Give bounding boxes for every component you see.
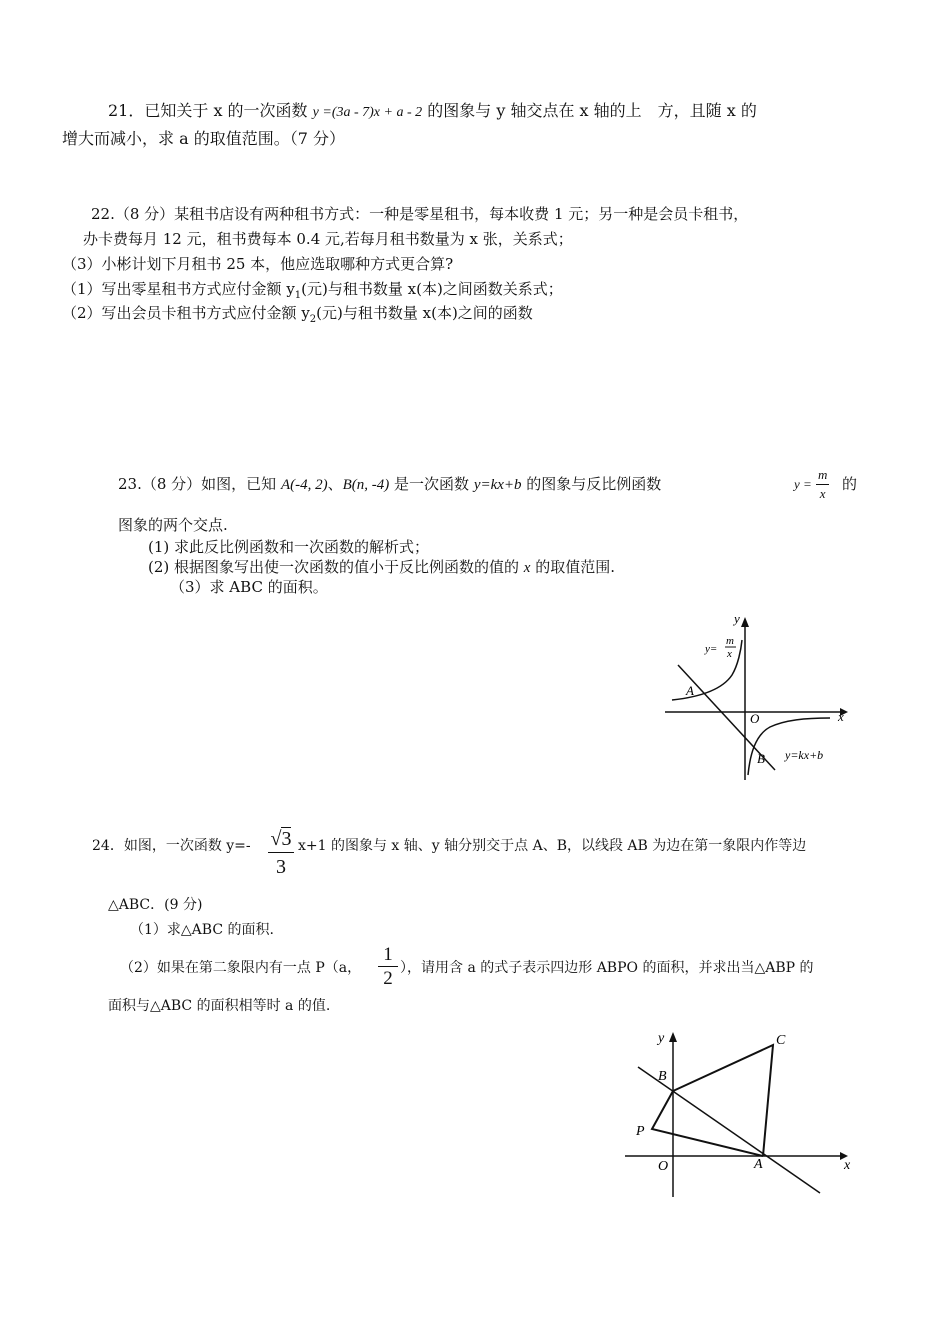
q23-mid: 是一次函数: [389, 475, 474, 493]
q23-item2-var: x: [523, 560, 531, 576]
q23-figure: [660, 605, 860, 785]
q24-x-label: x: [844, 1158, 851, 1173]
q23-sep: 、: [327, 475, 343, 493]
q23-y-arrow: [741, 617, 749, 627]
q24-sqrt-frac: [268, 826, 294, 881]
q24-o-label: O: [658, 1159, 669, 1174]
q23-item1: (1) 求此反比例函数和一次函数的解析式；: [148, 538, 430, 556]
q24-item1: （1）求△ABC 的面积.: [130, 922, 274, 938]
q23-a-label: A: [686, 683, 694, 698]
q24-item2-pre: （2）如果在第二象限内有一点 P（a，: [120, 960, 362, 976]
q23-linear: y=kx+b: [473, 477, 522, 493]
q23-line1: [118, 474, 661, 495]
q24-sqrt-sign: √: [270, 828, 282, 850]
q24-line-ab: [638, 1067, 820, 1193]
q24-c-label: C: [776, 1033, 786, 1048]
q23-frac: [816, 466, 829, 503]
q24-p-label: P: [636, 1124, 645, 1139]
q24-triangle-abc: [673, 1045, 773, 1156]
q23-item2-pre: (2) 根据图象写出使一次函数的值小于反比例函数的值的: [148, 558, 524, 576]
q24-item2-frac: [378, 944, 398, 991]
q22-line5-pre: （2）写出会员卡租书方式应付金额 y: [62, 304, 310, 322]
q21-text-post: 的图象与 y 轴交点在 x 轴的上 方，且随 x 的: [422, 101, 757, 120]
q24-figure: [620, 1025, 870, 1205]
q21-formula: y =(3a - 7)x + a - 2: [312, 105, 423, 120]
q23-item2: [148, 557, 615, 578]
q22-line4: [62, 279, 563, 306]
q22-line2: 办卡费每月 12 元，租书费每本 0.4 元,若每月租书数量为 x 张，关系式；: [83, 230, 573, 248]
q23-point-a: A(-4, 2): [280, 477, 328, 493]
q24-line1-post: x+1 的图象与 x 轴、y 轴分别交于点 A、B，以线段 AB 为边在第一象限内作等边: [298, 838, 807, 854]
q23-y-label: y: [734, 611, 740, 626]
q22-line5-sub: 2: [309, 314, 317, 325]
q23-line1-pre: 23.（8 分）如图，已知: [118, 475, 281, 493]
q23-b-label: B: [757, 751, 765, 766]
q23-frac-num: m: [816, 466, 829, 485]
q24-frac-den: 3: [276, 856, 286, 878]
q24-y-label: y: [658, 1031, 665, 1046]
q24-y-arrow: [669, 1032, 677, 1042]
q23-line2: 图象的两个交点.: [118, 516, 228, 534]
q24-item2-num: 1: [378, 944, 398, 967]
q22-line3: （3）小彬计划下月租书 25 本，他应选取哪种方式更合算?: [62, 255, 454, 273]
q23-curve-label-num: m: [726, 635, 734, 647]
q21-line1: [108, 101, 757, 123]
q22-line5: [62, 303, 533, 330]
q24-sqrt-num: 3: [281, 828, 292, 850]
q23-line-label: y=kx+b: [785, 748, 824, 762]
q23-point-b: B(n, -4): [342, 477, 390, 493]
q24-quad-bp-pa: [652, 1091, 763, 1156]
q23-item2-post: 的取值范围.: [530, 558, 616, 576]
q23-hyperbola-lower: [748, 718, 830, 775]
q24-line2: △ABC．(9 分): [108, 897, 203, 913]
q24-line1-pre: 24．如图，一次函数 y=-: [92, 838, 251, 854]
q21-text-pre: 21．已知关于 x 的一次函数: [108, 101, 313, 120]
q23-x-label: x: [838, 709, 844, 724]
q24-item2-den: 2: [383, 968, 393, 989]
q23-curve-label-den: x: [727, 648, 732, 660]
q23-mid2: 的图象与反比例函数: [521, 475, 662, 493]
q22-line5-post: (元)与租书数量 x(本)之间的函数: [316, 304, 533, 322]
q24-item3: 面积与△ABC 的面积相等时 a 的值.: [108, 998, 331, 1014]
q24-b-label: B: [658, 1069, 667, 1084]
q23-line1-post: 的: [842, 475, 858, 493]
q21-line2: 增大而减小，求 a 的取值范围。（7 分）: [62, 129, 345, 148]
q24-a-label: A: [754, 1157, 763, 1172]
q23-frac-lhs: y =: [794, 476, 812, 492]
q24-item2-post: ），请用含 a 的式子表示四边形 ABPO 的面积，并求出当△ABP 的: [400, 960, 814, 976]
q23-inverse-formula: [794, 466, 829, 503]
q22-line4-post: (元)与租书数量 x(本)之间函数关系式；: [301, 280, 563, 298]
q23-item3: （3）求 ABC 的面积。: [170, 578, 328, 596]
q22-line1: 22.（8 分）某租书店设有两种租书方式：一种是零星租书，每本收费 1 元；另一种是会员卡租书，: [91, 205, 749, 223]
q24-sqrt-num-wrap: [268, 826, 294, 853]
q22-line4-pre: （1）写出零星租书方式应付金额 y: [62, 280, 295, 298]
q23-curve-label-lhs: y=: [705, 643, 718, 655]
q22-line4-sub: 1: [294, 290, 302, 301]
q23-frac-den: x: [819, 486, 826, 501]
q23-o-label: O: [750, 711, 760, 726]
